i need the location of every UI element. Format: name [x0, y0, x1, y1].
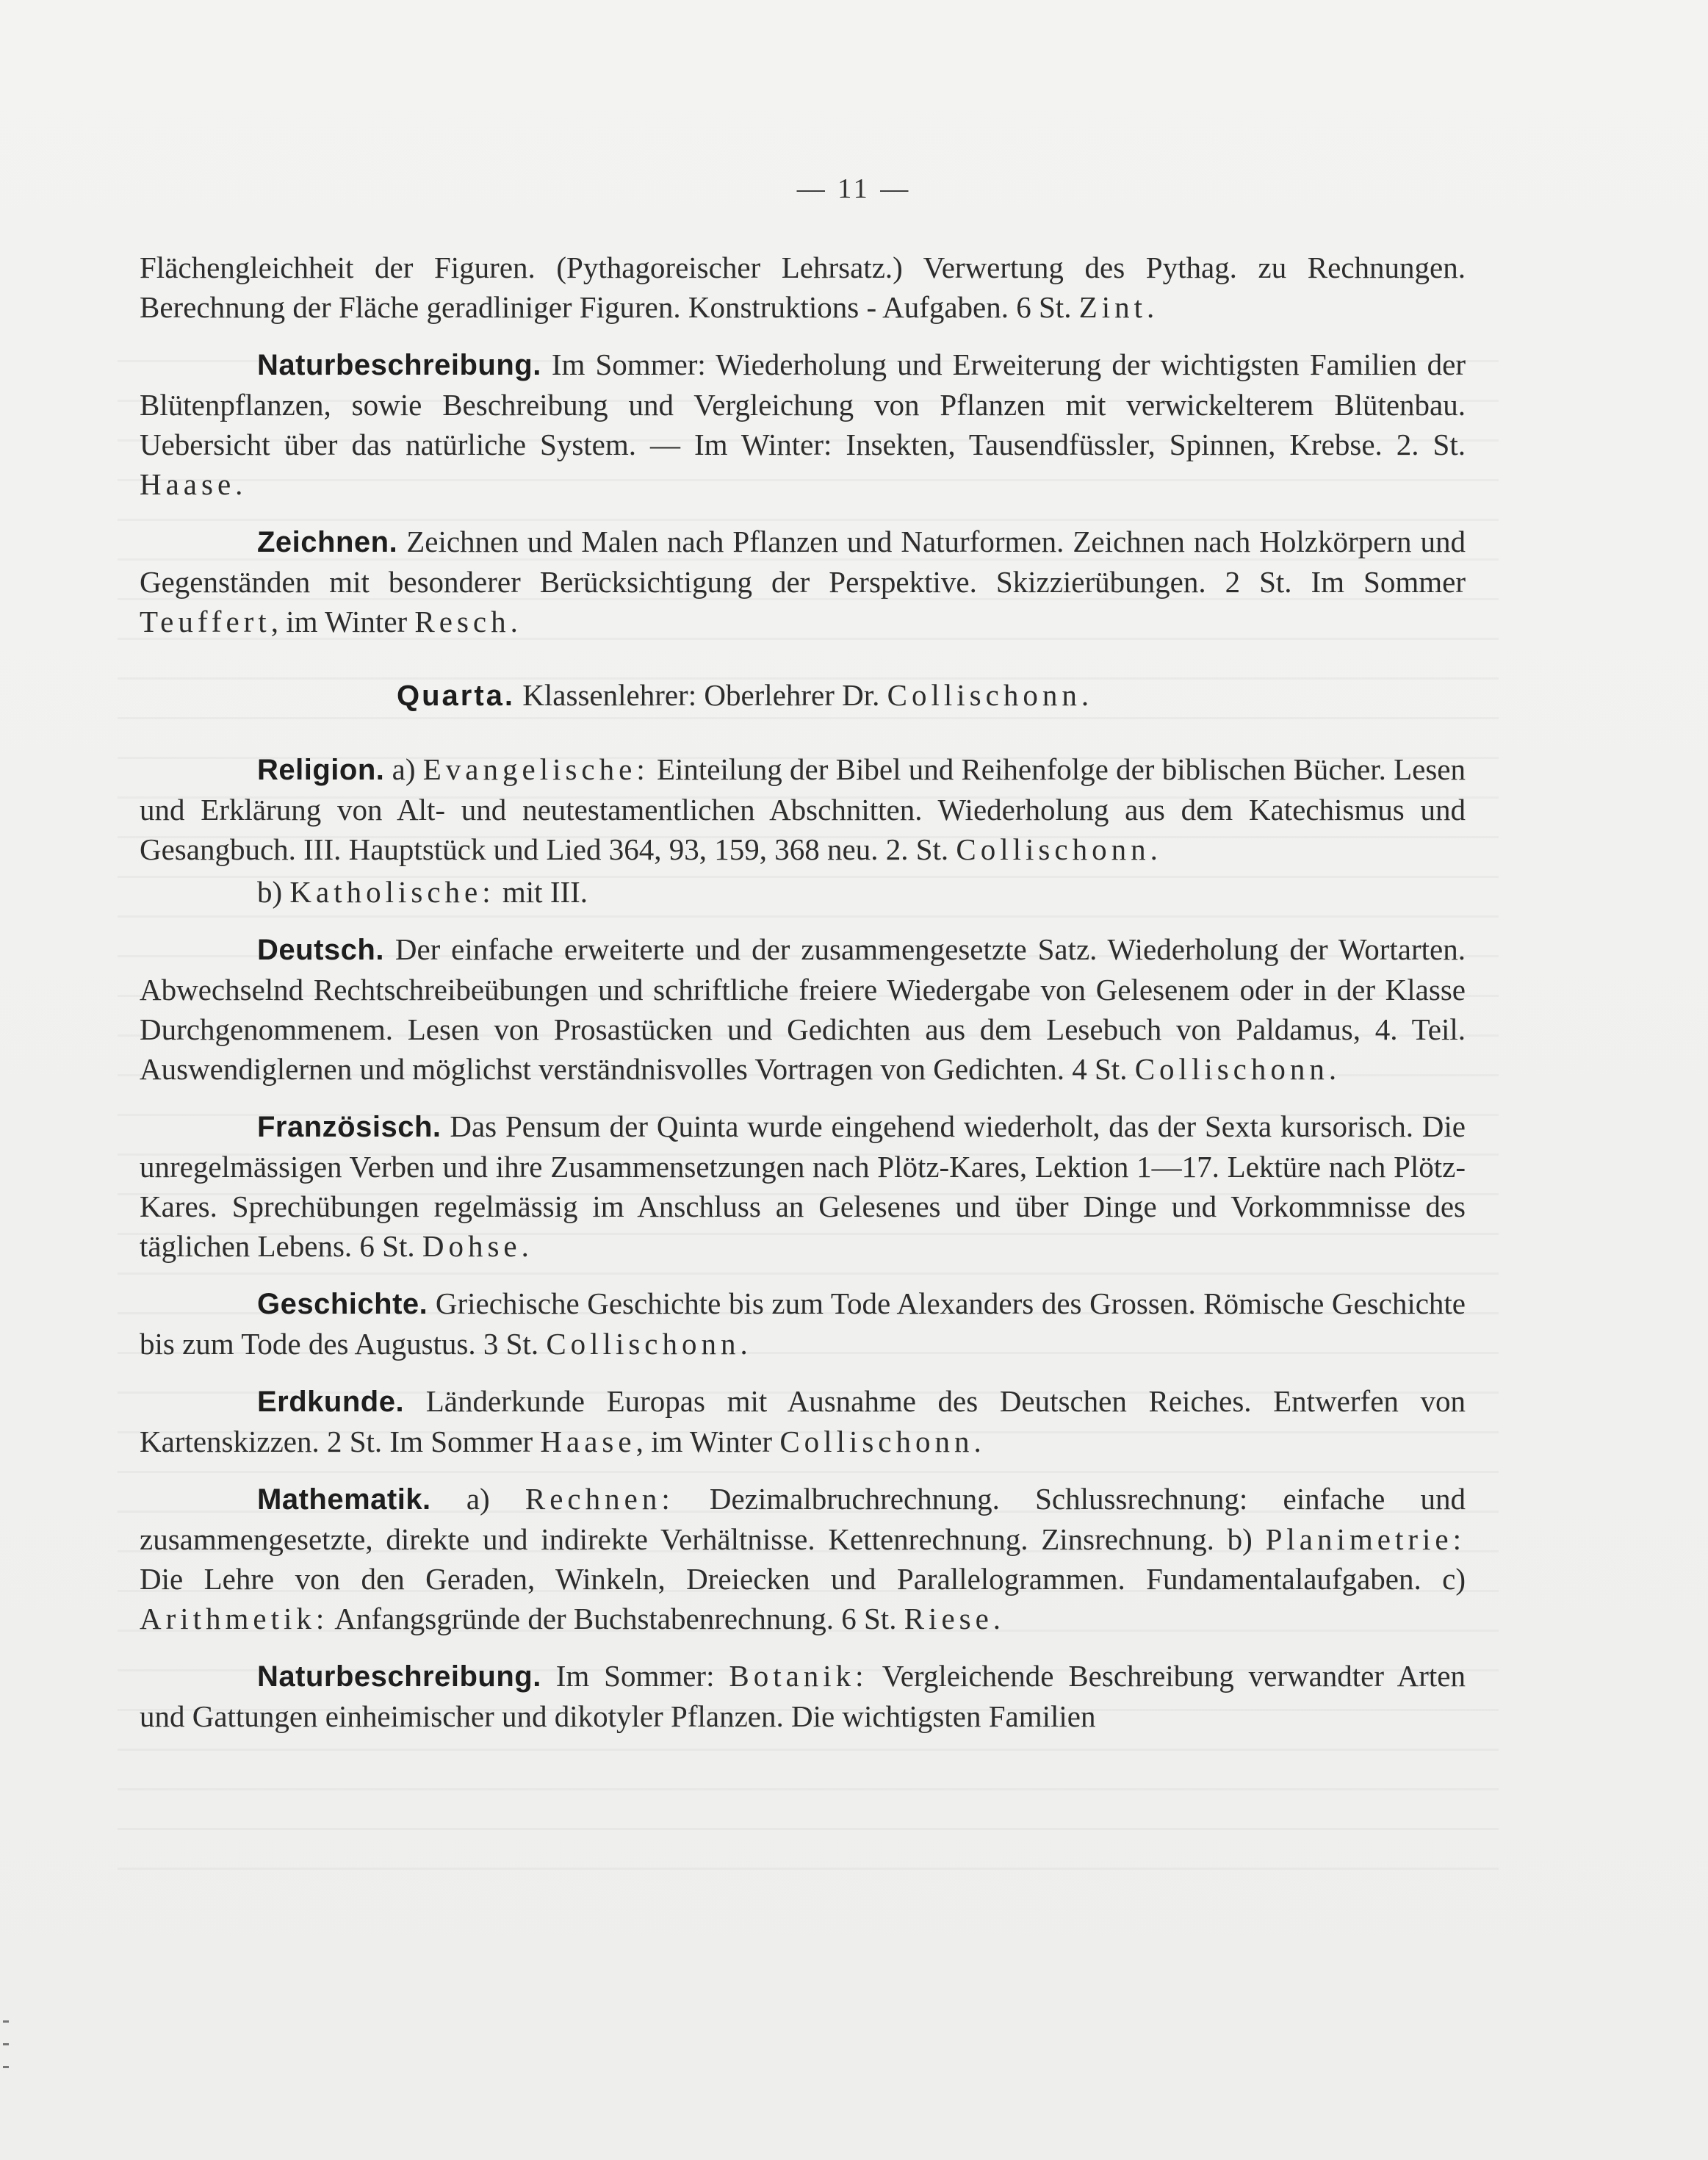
teacher-name: Collischonn.	[956, 832, 1162, 866]
scan-edge-marks	[3, 2020, 10, 2109]
page-number: — 11 —	[796, 173, 912, 204]
subject-heading: Religion.	[257, 754, 385, 786]
teacher-name: Dohse.	[422, 1229, 533, 1263]
paragraph-text: , im Winter	[270, 605, 415, 638]
class-teacher-label: Klassenlehrer: Oberlehrer Dr.	[515, 678, 887, 712]
teacher-name: Haase.	[140, 467, 248, 501]
class-heading-quarta	[140, 675, 1466, 716]
paragraph-text: Flächengleichheit der Figuren. (Pythagoreischer Lehrsatz.) Verwertung des Pythag. zu Rechnungen. Berechnung der Fläche geradliniger Figuren. Konstruktions - Aufgaben. 6 St.	[140, 251, 1466, 324]
teacher-name: Zint.	[1078, 290, 1159, 324]
spaced-label: Botanik:	[729, 1659, 868, 1693]
subject-heading: Geschichte.	[257, 1288, 428, 1320]
paragraph-text: a)	[430, 1482, 525, 1516]
teacher-name: Teuffert	[140, 605, 271, 638]
paragraph-geometry-continued	[140, 248, 1466, 327]
paragraph-naturbeschreibung-untertertia	[140, 345, 1466, 504]
teacher-name: Resch.	[414, 605, 522, 638]
spaced-label: Planimetrie:	[1265, 1522, 1466, 1556]
paragraph-religion-katholisch	[140, 872, 1466, 912]
paragraph-text: Der einfache erweiterte und der zusammengesetzte Satz. Wiederholung der Wortarten. Abwechselnd Rechtschreibeübungen und schriftliche freiere Wiedergabe von Gelesenem oder in der Klasse Durchgenommenem. Lesen von Prosastücken und Gedichten aus dem Lesebuch von Paldamus, 4. Teil. Auswendiglernen und möglichst verständnisvolles Vortragen von Gedichten. 4 St.	[140, 932, 1466, 1086]
subject-heading: Naturbeschreibung.	[257, 349, 541, 381]
spaced-label: Katholische:	[289, 875, 495, 909]
paragraph-text: Die Lehre von den Geraden, Winkeln, Dreiecken und Parallelogrammen. Fundamentalaufgaben. c)	[140, 1562, 1466, 1596]
teacher-name: Haase	[540, 1425, 636, 1458]
spaced-label: Rechnen:	[525, 1482, 674, 1516]
paragraph-text: Vergleichende Beschreibung verwandter Arten und Gattungen einheimischer und dikotyler Pflanzen. Die wichtigsten Familien	[140, 1659, 1466, 1733]
teacher-name: Riese.	[904, 1602, 1006, 1635]
subject-heading: Deutsch.	[257, 934, 384, 966]
paragraph-text: b)	[257, 875, 290, 909]
subject-heading: Naturbeschreibung.	[257, 1660, 541, 1693]
paragraph-text: mit III.	[494, 875, 588, 909]
paragraph-text: Griechische Geschichte bis zum Tode Alexanders des Grossen. Römische Geschichte bis zum Tode des Augustus. 3 St.	[140, 1286, 1466, 1361]
class-teacher-name: Collischonn.	[887, 678, 1094, 712]
paragraph-zeichnen	[140, 522, 1466, 641]
paragraph-naturbeschreibung-quarta	[140, 1656, 1466, 1736]
teacher-name: Collischonn.	[546, 1327, 752, 1361]
paragraph-text: Im Sommer: Wiederholung und Erweiterung der wichtigsten Familien der Blütenpflanzen, sowie Beschreibung und Vergleichung von Pflanzen mit verwickelterem Blütenbau. Uebersicht über das natürliche System. — Im Winter: Insekten, Tausendfüssler, Spinnen, Krebse. 2. St.	[140, 348, 1466, 461]
spaced-label: Arithmetik:	[140, 1602, 329, 1635]
spaced-label: Evangelische:	[422, 752, 649, 786]
subject-heading: Französisch.	[257, 1111, 442, 1143]
paragraph-franzoesisch	[140, 1106, 1466, 1266]
paragraph-text: , im Winter	[635, 1425, 780, 1458]
paragraph-religion	[140, 749, 1466, 869]
paragraph-text: Länderkunde Europas mit Ausnahme des Deutschen Reiches. Entwerfen von Kartenskizzen. 2 St. Im Sommer	[140, 1384, 1466, 1458]
subject-heading: Zeichnen.	[257, 526, 398, 558]
subject-heading: Mathematik.	[257, 1483, 431, 1516]
paragraph-text: Im Sommer:	[541, 1659, 729, 1693]
paragraph-text: Einteilung der Bibel und Reihenfolge der biblischen Bücher. Lesen und Erklärung von Alt- und neutestamentlichen Abschnitten. Wiederholung aus dem Katechismus und Gesangbuch. III. Hauptstück und Lied 364, 93, 159, 368 neu. 2. St.	[140, 752, 1466, 866]
subject-heading: Erdkunde.	[257, 1386, 405, 1418]
paragraph-erdkunde	[140, 1381, 1466, 1461]
paragraph-text: Das Pensum der Quinta wurde eingehend wiederholt, das der Sexta kursorisch. Die unregelmässigen Verben und ihre Zusammensetzungen nach Plötz-Kares, Lektion 1—17. Lektüre nach Plötz-Kares. Sprechübungen regelmässig im Anschluss an Gelesenes und über Dinge und Vorkommnisse des täglichen Lebens. 6 St.	[140, 1109, 1466, 1263]
paragraph-text: Dezimalbruchrechnung. Schlussrechnung: einfache und zusammengesetzte, direkte und indirekte Verhältnisse. Kettenrechnung. Zinsrechnung. b)	[140, 1482, 1466, 1556]
paragraph-mathematik	[140, 1479, 1466, 1638]
paragraph-text: Anfangsgründe der Buchstabenrechnung. 6 St.	[328, 1602, 904, 1635]
class-name: Quarta.	[397, 680, 516, 712]
paragraph-text: a)	[384, 752, 423, 786]
paragraph-geschichte	[140, 1284, 1466, 1364]
paragraph-text: Zeichnen und Malen nach Pflanzen und Naturformen. Zeichnen nach Holzkörpern und Gegenständen mit besonderer Berücksichtigung der Perspektive. Skizzierübungen. 2 St. Im Sommer	[140, 525, 1466, 599]
teacher-name: Collischonn.	[1134, 1052, 1341, 1086]
paragraph-deutsch	[140, 929, 1466, 1089]
body-text	[140, 248, 1466, 1736]
teacher-name: Collischonn.	[779, 1425, 986, 1458]
